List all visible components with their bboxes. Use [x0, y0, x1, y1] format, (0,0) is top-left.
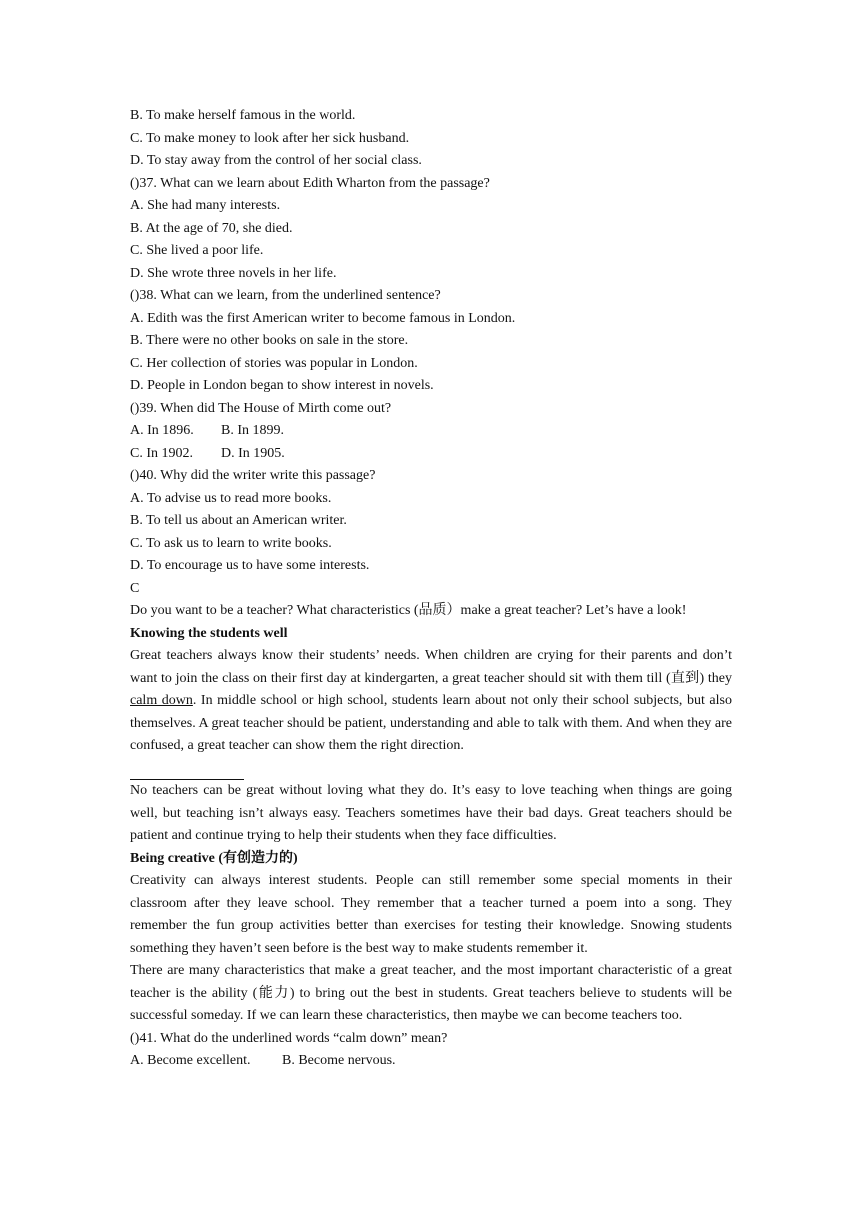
q38-option-a: A. Edith was the first American writer to become famous in London. [130, 310, 516, 326]
q36-option-b: B. To make herself famous in the world. [130, 108, 356, 123]
q41-option-a: A. Become excellent. [130, 1053, 251, 1068]
q36-option-d: D. To stay away from the control of her social class. [130, 153, 422, 168]
q39-option-c: C. In 1902. [130, 445, 193, 461]
q37-option-c: C. She lived a poor life. [130, 243, 264, 258]
q39-option-b: B. In 1899. [221, 423, 284, 438]
q40-option-d: D. To encourage us to have some interests. [130, 558, 370, 573]
section-letter: C [130, 580, 140, 596]
passage-paragraph-1 [130, 645, 732, 758]
q38-question: ()38. What can we learn, from the underlined sentence? [130, 288, 441, 303]
underlined-calm-down: calm down [130, 693, 193, 708]
q39-option-a: A. In 1896. [130, 423, 194, 438]
q38-option-c: C. Her collection of stories was popular in London. [130, 355, 418, 371]
q39-option-d: D. In 1905. [221, 445, 285, 461]
passage-paragraph-4: There are many characteristics that make a great teacher, and the most important characteristic of a great teacher is the ability (能力) to bring out the best in students. Great teachers believe to students will be successful someday. If we can learn these characteristics, then maybe we can become teachers too. [130, 963, 732, 1023]
document-page [130, 105, 732, 1073]
paragraph-1-end: . In middle school or high school, students learn about not only their school subjects, but also themselves. A great teacher should be patient, understanding and able to talk with them. And when they are confused, a great teacher can show them the right direction. [130, 693, 732, 753]
q37-question: ()37. What can we learn about Edith Wharton from the passage? [130, 175, 490, 191]
passage-paragraph-2: No teachers can be great without loving what they do. It’s easy to love teaching when things are going well, but teaching isn’t always easy. Teachers sometimes have their bad days. Great teachers should be patient and continue trying to help their students when they face difficulties. [130, 783, 732, 843]
q40-option-c: C. To ask us to learn to write books. [130, 535, 332, 551]
passage-heading-1: Knowing the students well [130, 625, 288, 641]
q41-option-b: B. Become nervous. [282, 1053, 396, 1068]
q39-question: ()39. When did The House of Mirth come out? [130, 400, 392, 416]
q40-question: ()40. Why did the writer write this passage? [130, 468, 376, 483]
heading-blank-line [130, 758, 244, 781]
passage-intro: Do you want to be a teacher? What characteristics (品质）make a great teacher? Let’s have a look! [130, 603, 687, 618]
q40-option-a: A. To advise us to read more books. [130, 490, 332, 506]
q39-options-row-1 [130, 420, 732, 443]
passage-paragraph-3: Creativity can always interest students. People can still remember some special moments in their classroom after they leave school. They remember that a teacher turned a poem into a song. They remember the fun group activities better than exercises for testing their knowledge. Snowing students something they haven’t seen before is the best way to make students remember it. [130, 873, 732, 956]
q38-option-d: D. People in London began to show interest in novels. [130, 378, 434, 393]
q41-options-row-1 [130, 1050, 732, 1073]
paragraph-1-start: Great teachers always know their students’ needs. When children are crying for their parents and don’t want to join the class on their first day at kindergarten, a great teacher should sit with them till (直到) they [130, 648, 732, 686]
q40-option-b: B. To tell us about an American writer. [130, 513, 347, 528]
q38-option-b: B. There were no other books on sale in the store. [130, 333, 409, 348]
q37-option-b: B. At the age of 70, she died. [130, 220, 293, 236]
passage-heading-2: Being creative (有创造力的) [130, 850, 298, 866]
q37-option-d: D. She wrote three novels in her life. [130, 265, 337, 281]
q37-option-a: A. She had many interests. [130, 198, 281, 213]
q41-question: ()41. What do the underlined words “calm down” mean? [130, 1030, 448, 1046]
q36-option-c: C. To make money to look after her sick husband. [130, 130, 410, 146]
q39-options-row-2 [130, 443, 732, 466]
